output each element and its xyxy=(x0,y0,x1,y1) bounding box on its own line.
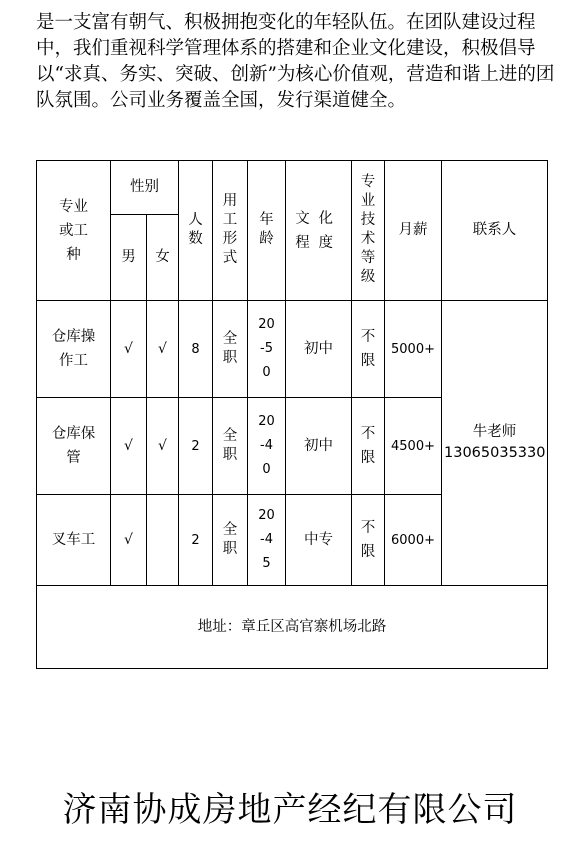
header-gender: 性别 xyxy=(111,161,179,215)
row-education: 初中 xyxy=(286,301,352,398)
header-education: 文化程度 xyxy=(286,161,352,301)
header-contact: 联系人 xyxy=(442,161,548,301)
row-salary: 4500+ xyxy=(385,398,442,495)
row-major: 仓库保管 xyxy=(37,398,111,495)
row-age: 20-50 xyxy=(248,301,286,398)
header-female: 女 xyxy=(147,215,179,301)
row-tech-level: 不限 xyxy=(352,495,385,586)
row-male: √ xyxy=(111,495,147,586)
row-count: 8 xyxy=(179,301,213,398)
row-tech-level: 不限 xyxy=(352,301,385,398)
header-salary: 月薪 xyxy=(385,161,442,301)
header-row-top xyxy=(37,161,548,215)
header-male: 男 xyxy=(111,215,147,301)
row-major: 仓库操作工 xyxy=(37,301,111,398)
header-tech-level: 专业技术等级 xyxy=(352,161,385,301)
row-salary: 6000+ xyxy=(385,495,442,586)
row-female: √ xyxy=(147,398,179,495)
row-age: 20-40 xyxy=(248,398,286,495)
row-salary: 5000+ xyxy=(385,301,442,398)
row-count: 2 xyxy=(179,495,213,586)
intro-paragraph: 是一支富有朝气、积极拥抱变化的年轻队伍。在团队建设过程中，我们重视科学管理体系的搭建和企业文化建设，积极倡导以“求真、务实、突破、创新”为核心价值观，营造和谐上进的团队氛围。公司业务覆盖全国，发行渠道健全。 xyxy=(36,12,555,111)
table-row xyxy=(37,301,548,398)
row-age: 20-45 xyxy=(248,495,286,586)
row-employment: 全职 xyxy=(213,398,248,495)
company-name: 济南协成房地产经纪有限公司 xyxy=(62,790,518,830)
row-female: √ xyxy=(147,301,179,398)
header-employment: 用工形式 xyxy=(213,161,248,301)
row-male: √ xyxy=(111,398,147,495)
header-major: 专业或工种 xyxy=(37,161,111,301)
header-count: 人数 xyxy=(179,161,213,301)
contact-phone: 13065035330 xyxy=(444,445,546,461)
address-cell: 地址：章丘区高官寨机场北路 xyxy=(37,586,548,669)
row-education: 初中 xyxy=(286,398,352,495)
row-employment: 全职 xyxy=(213,301,248,398)
row-count: 2 xyxy=(179,398,213,495)
row-employment: 全职 xyxy=(213,495,248,586)
row-tech-level: 不限 xyxy=(352,398,385,495)
row-major: 叉车工 xyxy=(37,495,111,586)
header-age: 年龄 xyxy=(248,161,286,301)
row-female xyxy=(147,495,179,586)
job-table xyxy=(36,160,548,669)
address-row xyxy=(37,586,548,669)
contact-name: 牛老师 xyxy=(472,424,517,440)
contact-cell xyxy=(442,301,548,586)
row-male: √ xyxy=(111,301,147,398)
row-education: 中专 xyxy=(286,495,352,586)
